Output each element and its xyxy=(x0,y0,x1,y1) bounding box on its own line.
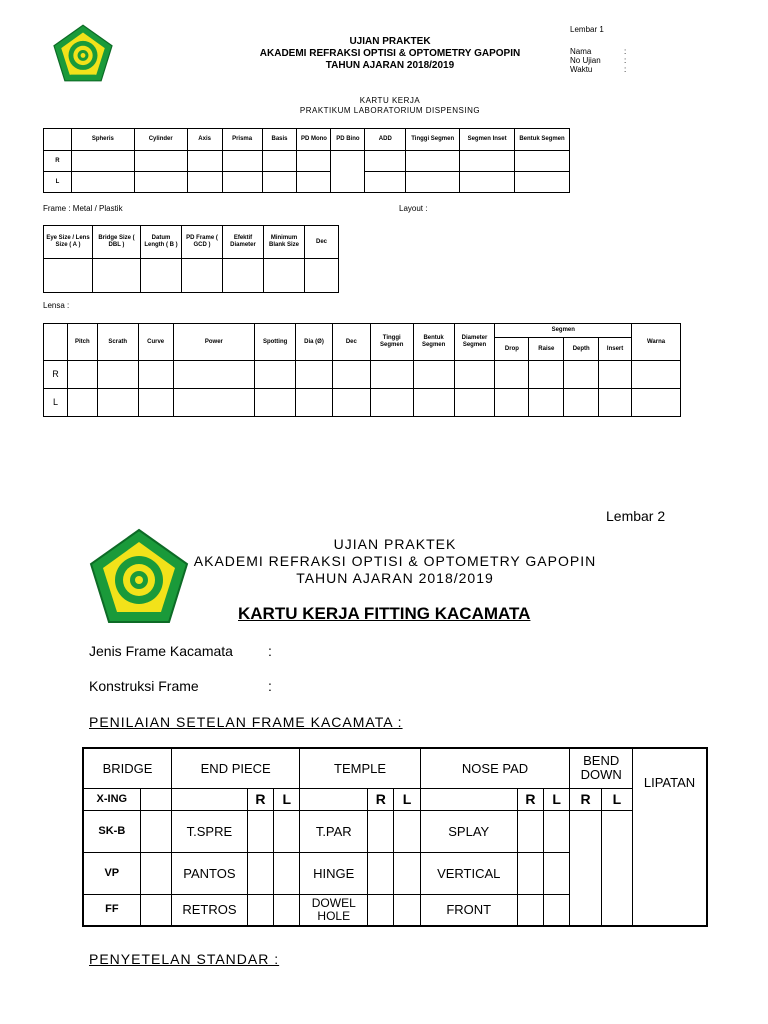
bend-down-l-header: L xyxy=(601,788,632,810)
academy-logo xyxy=(88,528,190,624)
cell-input[interactable] xyxy=(632,361,681,389)
cell-input[interactable] xyxy=(264,259,305,293)
cell-input[interactable] xyxy=(515,151,570,172)
row-label-r: R xyxy=(44,361,68,389)
title-line-1: UJIAN PRAKTEK xyxy=(333,536,457,552)
cell-input[interactable] xyxy=(140,788,171,810)
cell-input[interactable] xyxy=(394,810,420,852)
cell-input[interactable] xyxy=(140,894,171,926)
col-axis: Axis xyxy=(187,129,222,151)
cell-input[interactable] xyxy=(515,172,570,193)
row-label-l: L xyxy=(44,389,68,417)
nose-pad-front: FRONT xyxy=(420,894,517,926)
field-konstruksi-colon[interactable]: : xyxy=(268,678,272,694)
col-bend-down: BEND DOWN xyxy=(570,748,633,788)
fitting-table xyxy=(82,747,708,927)
meta-nama-label: Nama xyxy=(570,47,592,56)
cell-input[interactable] xyxy=(517,894,543,926)
col-add: ADD xyxy=(365,129,406,151)
cell-input[interactable] xyxy=(370,389,413,417)
col-bridge: BRIDGE xyxy=(83,748,171,788)
cell-input[interactable] xyxy=(262,151,297,172)
temple-label-blank xyxy=(300,788,368,810)
cell-input[interactable] xyxy=(71,151,134,172)
cell-input[interactable] xyxy=(97,361,138,389)
cell-input[interactable] xyxy=(564,389,599,417)
cell-input[interactable] xyxy=(544,852,570,894)
cell-input[interactable] xyxy=(187,151,222,172)
cell-input[interactable] xyxy=(544,810,570,852)
cell-input[interactable] xyxy=(173,389,255,417)
row-label-r: R xyxy=(44,151,72,172)
col-pd-frame: PD Frame ( GCD ) xyxy=(182,226,223,259)
cell-input[interactable] xyxy=(97,389,138,417)
row-label-l: L xyxy=(44,172,72,193)
cell-input[interactable] xyxy=(529,361,564,389)
col-bentuk-segmen: Bentuk Segmen xyxy=(413,324,454,361)
cell-input[interactable] xyxy=(247,810,273,852)
end-piece-t-spre: T.SPRE xyxy=(171,810,247,852)
cell-input[interactable] xyxy=(255,361,296,389)
col-bentuk-segmen: Bentuk Segmen xyxy=(515,129,570,151)
field-konstruksi-label: Konstruksi Frame xyxy=(89,678,199,694)
cell-input[interactable] xyxy=(332,361,370,389)
col-dec: Dec xyxy=(332,324,370,361)
meta-waktu-label: Waktu xyxy=(570,65,593,74)
cell-input[interactable] xyxy=(44,259,93,293)
bridge-sk-b: SK-B xyxy=(83,810,140,852)
cell-input[interactable] xyxy=(570,810,601,926)
bridge-ff: FF xyxy=(83,894,140,926)
cell-input[interactable] xyxy=(305,259,339,293)
cell-input[interactable] xyxy=(247,852,273,894)
col-scrath: Scrath xyxy=(97,324,138,361)
cell-input[interactable] xyxy=(255,389,296,417)
col-bridge-size: Bridge Size ( DBL ) xyxy=(93,226,141,259)
cell-input[interactable] xyxy=(262,172,297,193)
cell-input[interactable] xyxy=(67,389,97,417)
cell-input[interactable] xyxy=(394,852,420,894)
meta-block xyxy=(570,47,601,74)
card-title-block xyxy=(240,96,540,116)
cell-input[interactable] xyxy=(564,361,599,389)
cell-input[interactable] xyxy=(67,361,97,389)
cell-input[interactable] xyxy=(138,389,173,417)
cell-input[interactable] xyxy=(296,389,333,417)
section-penilaian: PENILAIAN SETELAN FRAME KACAMATA : xyxy=(89,714,403,730)
cell-input[interactable] xyxy=(274,894,300,926)
col-end-piece: END PIECE xyxy=(171,748,299,788)
cell-input[interactable] xyxy=(331,151,365,193)
col-raise: Raise xyxy=(529,338,564,361)
cell-input[interactable] xyxy=(460,172,515,193)
col-minimum-blank: Minimum Blank Size xyxy=(264,226,305,259)
fitting-card-title: KARTU KERJA FITTING KACAMATA xyxy=(238,604,531,623)
col-tinggi-segmen: Tinggi Segmen xyxy=(370,324,413,361)
title-line-2: AKADEMI REFRAKSI OPTISI & OPTOMETRY GAPOPIN xyxy=(259,48,521,59)
title-line-1: UJIAN PRAKTEK xyxy=(349,36,431,47)
col-lipatan: LIPATAN xyxy=(633,748,707,926)
col-dia: Dia (Ø) xyxy=(296,324,333,361)
cell-input[interactable] xyxy=(454,361,495,389)
end-piece-pantos: PANTOS xyxy=(171,852,247,894)
cell-input[interactable] xyxy=(599,389,632,417)
cell-input[interactable] xyxy=(394,894,420,926)
cell-input[interactable] xyxy=(187,172,222,193)
cell-input[interactable] xyxy=(173,361,255,389)
nose-pad-l-header: L xyxy=(544,788,570,810)
cell-input[interactable] xyxy=(332,389,370,417)
col-prisma: Prisma xyxy=(222,129,262,151)
col-pitch: Pitch xyxy=(67,324,97,361)
cell-input[interactable] xyxy=(141,259,182,293)
cell-input[interactable] xyxy=(495,361,529,389)
layout-label: Layout : xyxy=(399,204,428,213)
cell-input[interactable] xyxy=(140,852,171,894)
cell-input[interactable] xyxy=(517,810,543,852)
cell-input[interactable] xyxy=(223,259,264,293)
cell-input[interactable] xyxy=(71,172,134,193)
col-efektif-diameter: Efektif Diameter xyxy=(223,226,264,259)
col-pd-bino: PD Bino xyxy=(331,129,365,151)
field-jenis-frame-label: Jenis Frame Kacamata xyxy=(89,643,233,659)
cell-input[interactable] xyxy=(222,151,262,172)
cell-input[interactable] xyxy=(296,361,333,389)
temple-hinge: HINGE xyxy=(300,852,368,894)
cell-input[interactable] xyxy=(460,151,515,172)
cell-input[interactable] xyxy=(632,389,681,417)
cell-input[interactable] xyxy=(413,389,454,417)
lens-table xyxy=(43,323,681,417)
cell-input[interactable] xyxy=(544,894,570,926)
col-spheris: Spheris xyxy=(71,129,134,151)
cell-input[interactable] xyxy=(368,894,394,926)
col-power: Power xyxy=(173,324,255,361)
col-segmen-inset: Segmen Inset xyxy=(460,129,515,151)
cell-input[interactable] xyxy=(370,361,413,389)
col-cylinder: Cylinder xyxy=(134,129,187,151)
col-eye-size: Eye Size / Lens Size ( A ) xyxy=(44,226,93,259)
col-pd-mono: PD Mono xyxy=(297,129,331,151)
cell-input[interactable] xyxy=(138,361,173,389)
sheet1-label: Lembar 1 xyxy=(570,25,604,34)
col-nose-pad: NOSE PAD xyxy=(420,748,570,788)
temple-t-par: T.PAR xyxy=(300,810,368,852)
temple-dowel-hole: DOWEL HOLE xyxy=(300,894,368,926)
cell-input[interactable] xyxy=(297,151,331,172)
col-temple: TEMPLE xyxy=(300,748,420,788)
lensa-label: Lensa : xyxy=(43,301,70,310)
nose-pad-label-blank xyxy=(420,788,517,810)
nose-pad-vertical: VERTICAL xyxy=(420,852,517,894)
cell-input[interactable] xyxy=(140,810,171,852)
meta-waktu-colon: : xyxy=(624,65,627,74)
field-jenis-frame-colon[interactable]: : xyxy=(268,643,272,659)
cell-input[interactable] xyxy=(134,151,187,172)
title-line-2: AKADEMI REFRAKSI OPTISI & OPTOMETRY GAPOPIN xyxy=(193,553,597,569)
col-segmen-group: Segmen xyxy=(495,324,632,338)
title-line-3: TAHUN AJARAN 2018/2019 xyxy=(325,60,455,71)
cell-input[interactable] xyxy=(495,389,529,417)
cell-input[interactable] xyxy=(274,852,300,894)
end-piece-r-header: R xyxy=(247,788,273,810)
col-datum-length: Datum Length ( B ) xyxy=(141,226,182,259)
col-depth: Depth xyxy=(564,338,599,361)
frame-table xyxy=(43,225,339,293)
bend-down-r-header: R xyxy=(570,788,601,810)
cell-input[interactable] xyxy=(297,172,331,193)
cell-input[interactable] xyxy=(529,389,564,417)
col-dec: Dec xyxy=(305,226,339,259)
nose-pad-r-header: R xyxy=(517,788,543,810)
cell-input[interactable] xyxy=(601,810,632,926)
end-piece-l-header: L xyxy=(274,788,300,810)
cell-input[interactable] xyxy=(406,151,460,172)
cell-input[interactable] xyxy=(274,810,300,852)
col-tinggi-segmen: Tinggi Segmen xyxy=(406,129,460,151)
end-piece-retros: RETROS xyxy=(171,894,247,926)
section-penyetelan: PENYETELAN STANDAR : xyxy=(89,951,280,967)
meta-nama-colon: : xyxy=(624,47,627,56)
frame-label: Frame : Metal / Plastik xyxy=(43,204,123,213)
cell-input[interactable] xyxy=(517,852,543,894)
prescription-table xyxy=(43,128,570,193)
col-insert: Insert xyxy=(599,338,632,361)
col-spotting: Spotting xyxy=(255,324,296,361)
nose-pad-splay: SPLAY xyxy=(420,810,517,852)
cell-input[interactable] xyxy=(222,172,262,193)
cell-input[interactable] xyxy=(406,172,460,193)
col-diameter-segmen: Diameter Segmen xyxy=(454,324,495,361)
sheet1-title xyxy=(230,36,550,72)
bridge-row-label: X-ING xyxy=(83,788,140,810)
title-line-3: TAHUN AJARAN 2018/2019 xyxy=(296,570,494,586)
temple-l-header: L xyxy=(394,788,420,810)
end-piece-label-blank xyxy=(171,788,247,810)
cell-input[interactable] xyxy=(413,361,454,389)
cell-input[interactable] xyxy=(134,172,187,193)
sheet2-label: Lembar 2 xyxy=(606,508,666,524)
card-subtitle: PRAKTIKUM LABORATORIUM DISPENSING xyxy=(299,106,481,115)
col-drop: Drop xyxy=(495,338,529,361)
meta-noujian-label: No Ujian xyxy=(570,56,601,65)
temple-r-header: R xyxy=(368,788,394,810)
meta-noujian-colon: : xyxy=(624,56,627,65)
col-basis: Basis xyxy=(262,129,297,151)
cell-input[interactable] xyxy=(365,172,406,193)
cell-input[interactable] xyxy=(368,810,394,852)
cell-input[interactable] xyxy=(365,151,406,172)
bridge-vp: VP xyxy=(83,852,140,894)
col-warna: Warna xyxy=(632,324,681,361)
card-title: KARTU KERJA xyxy=(359,96,421,105)
cell-input[interactable] xyxy=(368,852,394,894)
cell-input[interactable] xyxy=(182,259,223,293)
cell-input[interactable] xyxy=(599,361,632,389)
cell-input[interactable] xyxy=(247,894,273,926)
academy-logo xyxy=(52,24,114,82)
cell-input[interactable] xyxy=(454,389,495,417)
sheet2-title xyxy=(190,536,600,587)
cell-input[interactable] xyxy=(93,259,141,293)
col-curve: Curve xyxy=(138,324,173,361)
